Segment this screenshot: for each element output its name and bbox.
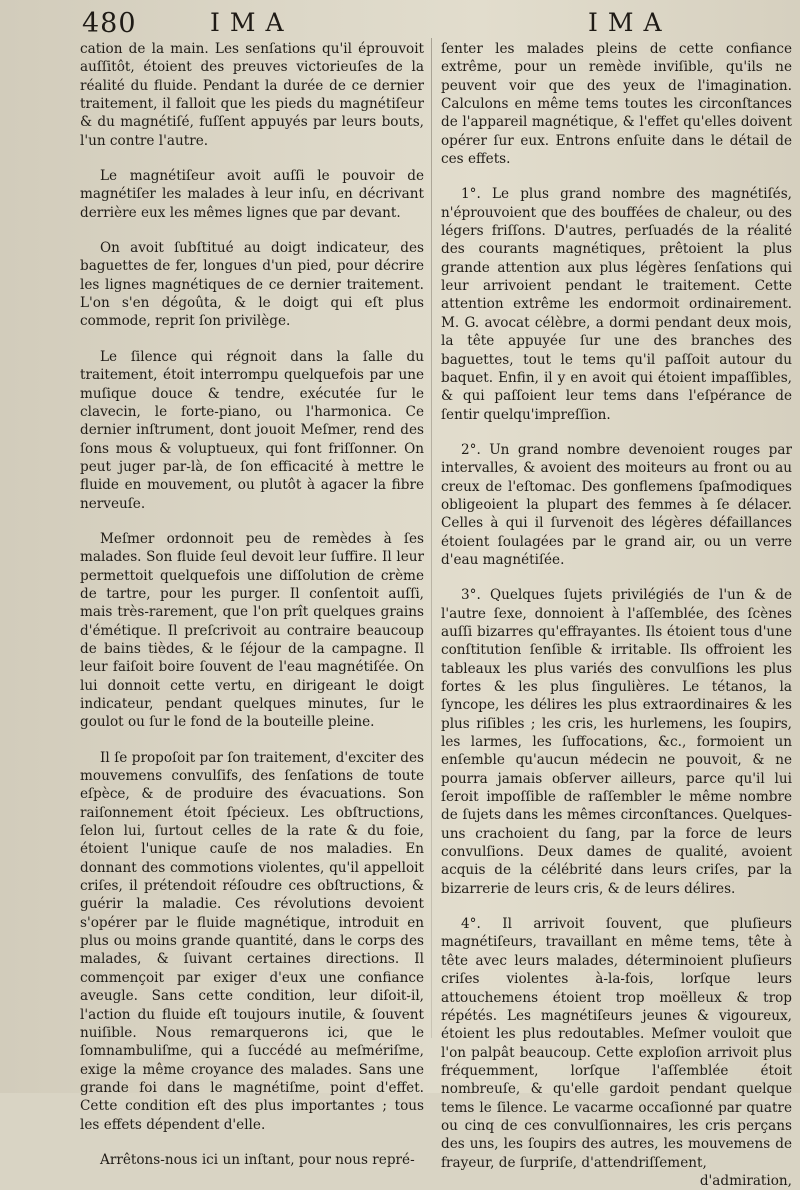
right-column <box>441 40 792 1189</box>
page-number: 480 <box>82 8 137 39</box>
running-head-right: IMA <box>588 8 672 37</box>
paragraph: cation de la main. Les senſations qu'il éprouvoit auſſitôt, étoient des preuves victorieuſes de la réalité du fluide. Pendant la durée de ce dernier traitement, il falloit que les pieds du magnétiſeur & du magnétiſé, fuſſent appuyés par leurs bouts, l'un contre l'autre. <box>80 41 424 149</box>
running-head-left: IMA <box>210 8 294 37</box>
column-divider <box>431 38 432 1038</box>
paragraph: Arrêtons-nous ici un inſtant, pour nous repré- <box>100 1151 415 1168</box>
left-column <box>80 40 424 1168</box>
paragraph: 1°. Le plus grand nombre des magnétiſés, n'éprouvoient que des bouffées de chaleur, ou des légers friſſons. D'autres, perſuadés de la réalité des courants magnétiques, prêtoient la plus grande attention aux plus légères ſenſations qui leur arrivoient pendant le traitement. Cette attention extrême les endormoit ordinairement. M. G. avocat célèbre, a dormi pendant deux mois, la tête appuyée ſur une des branches des baguettes, tout le tems qu'il paſſoit autour du baquet. Enfin, il y en avoit qui étoient impaſſibles, & qui paſſoient leur tems dans l'eſpérance de ſentir quelqu'impreſſion. <box>441 186 792 423</box>
paragraph: Meſmer ordonnoit peu de remèdes à ſes malades. Son fluide ſeul devoit leur ſuffire. Il leur permettoit quelquefois une diſſolution de crème de tartre, pour les purger. Il conſentoit auſſi, mais très-rarement, que l'on prît quelques grains d'émétique. Il preſcrivoit au contraire beaucoup de bains tièdes, & le ſéjour de la campagne. Il leur faiſoit boire ſouvent de l'eau magnétiſée. On lui donnoit cette vertu, en dirigeant le doigt indicateur, pendant quelques minutes, ſur le goulot ou ſur le fond de la bouteille pleine. <box>80 530 424 731</box>
paragraph: 4°. Il arrivoit ſouvent, que pluſieurs magnétiſeurs, travaillant en même tems, tête à tête avec leurs malades, déterminoient pluſieurs criſes violentes à-la-fois, lorſque leurs attouchemens étoient trop moëlleux & trop répétés. Les magnétiſeurs jeunes & vigoureux, étoient les plus redoutables. Meſmer vouloit que l'on palpât beaucoup. Cette exploſion arrivoit plus fréquemment, lorſque l'aſſemblée étoit nombreuſe, & qu'elle gardoit pendant quelque tems le ſilence. Le vacarme occaſionné par quatre ou cinq de ces convulſionnaires, les cris perçans des uns, les ſoupirs des autres, les mouvemens de frayeur, de ſurpriſe, d'attendriſſement, <box>441 916 792 1171</box>
paragraph: Le ſilence qui régnoit dans la ſalle du traitement, étoit interrompu quelquefois par une muſique douce & tendre, exécutée ſur le clavecin, le forte-piano, ou l'harmonica. Ce dernier inſtrument, dont jouoit Meſmer, rend des ſons mous & voluptueux, qui font friſſonner. On peut juger par-là, de ſon efficacité à mettre le fluide en mouvement, ou plutôt à agacer la fibre nerveuſe. <box>80 348 424 512</box>
paragraph: 3°. Quelques ſujets privilégiés de l'un & de l'autre ſexe, donnoient à l'aſſemblée, des ſcènes auſſi bizarres qu'effrayantes. Ils étoient tous d'une conſtitution ſenſible & irritable. Ils offroient les tableaux les plus variés des convulſions les plus fortes & les plus ſingulières. Le tétanos, la ſyncope, les délires les plus extraordinaires & les plus riſibles ; les cris, les hurlemens, les ſoupirs, les larmes, les ſuffocations, &c., formoient un enſemble qu'aucun médecin ne pouvoit, & ne pourra jamais obſerver ailleurs, parce qu'il lui ſeroit impoſſible de raſſembler le même nombre de ſujets dans les mêmes circonſtances. Quelques-uns crachoient du ſang, par la force de leurs convulſions. Deux dames de qualité, avoient acquis de la célébrité dans leurs criſes, par la bizarrerie de leurs cris, & de leurs délires. <box>441 587 792 897</box>
paragraph: Il ſe propoſoit par ſon traitement, d'exciter des mouvemens convulſifs, des ſenſations de toute eſpèce, & de produire des évacuations. Son raiſonnement étoit ſpécieux. Les obſtructions, ſelon lui, ſurtout celles de la rate & du foie, étoient l'unique cauſe de nos maladies. En donnant des commotions violentes, qu'il appelloit criſes, il prétendoit réſoudre ces obſtructions, & guérir la maladie. Ces révolutions devoient s'opérer par le fluide magnétique, introduit en plus ou moins grande quantité, dans le corps des malades, & ſuivant certaines directions. Il commençoit par exiger d'eux une confiance aveugle. Sans cette condition, leur diſoit-il, l'action du fluide eſt toujours inutile, & ſouvent nuiſible. Nous remarquerons ici, que le ſomnambuliſme, qui a ſuccédé au meſmériſme, exige la même croyance des malades. Sans une grande foi dans le magnétiſme, point d'effet. Cette condition eſt des plus importantes ; tous les effets dépendent d'elle. <box>80 749 424 1133</box>
page-header <box>0 6 800 40</box>
paragraph: 2°. Un grand nombre devenoient rouges par intervalles, & avoient des moiteurs au front ou au creux de l'eſtomac. Des gonflemens ſpaſmodiques obligeoient la plupart des femmes à ſe délacer. Celles à qui il ſurvenoit des légères défaillances étoient ſoulagées par le grand air, ou un verre d'eau magnétiſée. <box>441 441 792 568</box>
paragraph: ſenter les malades pleins de cette confiance extrême, pour un remède inviſible, qu'ils ne peuvent voir que des yeux de l'imagination. Calculons en même tems toutes les circonſtances de l'appareil magnétique, & l'effet qu'elles doivent opérer ſur eux. Entrons enſuite dans le détail de ces effets. <box>441 41 792 168</box>
catchword: d'admiration, <box>699 1172 792 1189</box>
paragraph: On avoit ſubſtitué au doigt indicateur, des baguettes de fer, longues d'un pied, pour décrire les lignes magnétiques de ce dernier traitement. L'on s'en dégoûta, & le doigt qui eſt plus commode, reprit ſon privilège. <box>80 240 424 330</box>
paragraph: Le magnétiſeur avoit auſſi le pouvoir de magnétiſer les malades à leur inſu, en décrivant derrière eux les mêmes lignes que par devant. <box>80 168 424 221</box>
